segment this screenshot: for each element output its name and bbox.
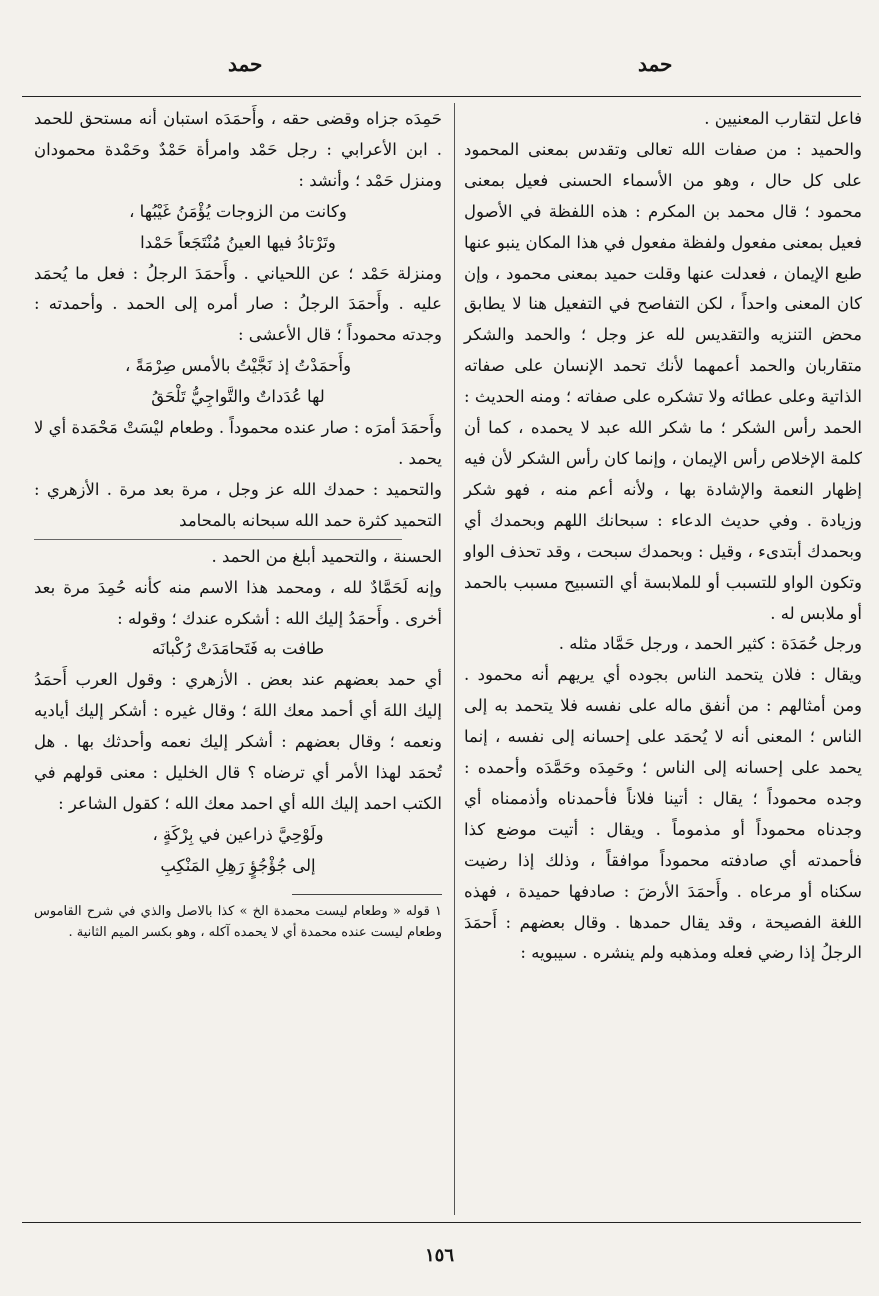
poem-4-line-2: إلى جُؤْجُؤٍ رَهِلِ المَنْكِبِ bbox=[160, 855, 316, 875]
poem-3-line-1: طافت به فَتَحامَدَتْ رُكْبانَه bbox=[151, 639, 325, 659]
left-para-7: أي حمد بعضهم عند بعض . الأزهري : وقول العرب أَحمَدُ إليك اللهَ أي أحمد معك اللهَ ؛ وقال غيره : أشكر إليك أياديه ونعمه ؛ وقال بعضهم : أشكر إليك نعمه وأحدثك بها . هل تُحمَد لهذا الأمر أي ترضاه ؟ قال الخليل : معنى قولهم في الكتب احمد إليك الله أي احمد معك الله ؛ كقول الشاعر : bbox=[34, 670, 442, 813]
poem-2-line-2: لها عُدَداتٌ والتَّواجِيُّ تَلْحَقُ bbox=[151, 387, 325, 407]
poem-2-line-1: وأَحمَدْتُ إذ نَجَّيْتُ بالأمس صِرْمَةً ، bbox=[124, 356, 352, 376]
inline-divider bbox=[34, 539, 402, 540]
footnote: ١ قوله « وطعام ليست محمدة الخ » كذا بالاصل والذي في شرح القاموس وطعام ليست عنده محمدة أي لا يحمده آكله ، وهو بكسر الميم الثانية . bbox=[34, 903, 442, 940]
left-para-1: حَمِدَه جزاه وقضى حقه ، وأَحمَدَه استبان أنه مستحق للحمد . ابن الأعرابي : رجل حَمْد وامرأة حَمْدٌ وحَمْدة محمودان ومنزل حَمْد ؛ وأنشد : bbox=[34, 109, 442, 190]
left-para-3: وأَحمَدَ أمرَه : صار عنده محموداً . وطعام ليْسَتْ مَحْمَدة أي لا يحمد . bbox=[34, 418, 442, 468]
right-para-1: فاعل لتقارب المعنيين . bbox=[704, 109, 862, 128]
right-para-3: ورجل حُمَدَة : كثير الحمد ، ورجل حَمَّاد مثله . bbox=[558, 634, 862, 654]
top-rule bbox=[22, 96, 861, 97]
left-para-4: والتحميد : حمدك الله عز وجل ، مرة بعد مرة . الأزهري : التحميد كثرة حمد الله سبحانه بالمحامد bbox=[34, 479, 442, 530]
column-divider bbox=[454, 103, 455, 1215]
right-para-2: والحميد : من صفات الله تعالى وتقدس بمعنى المحمود على كل حال ، وهو من الأسماء الحسنى فعيل بمعنى محمود ؛ قال محمد بن المكرم : هذه اللفظة في الأصول فعيل بمعنى مفعول ولفظة مفعول في هذا المكان ينبو عنها طبع الإيمان ، فعدلت عنها وقلت حميد بمعنى محمود ، وإن كان المعنى واحداً ، لكن التفاصح في التفعيل هنا لا يطابق محض التنزيه والتقديس لله عز وجل ؛ والحمد والشكر متقاربان والحمد أعمهما لأنك تحمد الإنسان على صفاته الذاتية وعلى عطائه ولا تشكره على صفاته ؛ ومنه الحديث : الحمد رأس الشكر ؛ ما شكر الله عبد لا يحمده ، كما أن كلمة الإخلاص رأس الإيمان ، وإنما كان رأس الشكر لأن فيه إظهار النعمة والإشادة بها ، ولأنه أعم منه ، فهو شكر وزيادة . وفي حديث الدعاء : سبحانك اللهم وبحمدك أي وبحمدك أبتدىء ، وقيل : وبحمدك سبحت ، وقد تحذف الواو وتكون الواو للتسبب أو للملابسة أي التسبيح مسبب بالحمد أو ملابس له . bbox=[464, 139, 862, 623]
right-column bbox=[464, 104, 862, 969]
header-word-left: حمد bbox=[228, 52, 263, 76]
page-number: ١٥٦ bbox=[424, 1245, 454, 1266]
poem-4-line-1: ولَوْحِيَّ ذراعين في بِرْكَةٍ ، bbox=[152, 824, 324, 844]
poem-1-line-1: وكانت من الزوجات يُؤْمَنُ غَيْبُها ، bbox=[129, 201, 347, 221]
bottom-rule bbox=[22, 1222, 861, 1223]
poem-1-line-2: وتَرْتادُ فيها العينُ مُنْتَجَعاً حَمْدا bbox=[140, 232, 336, 252]
header-word-right: حمد bbox=[638, 52, 673, 76]
left-para-2: ومنزلة حَمْد ؛ عن اللحياني . وأَحمَدَ الرجلُ : فعل ما يُحمَد عليه . وأَحمَدَ الرجلُ : صار أمره إلى الحمد . وأحمدته : وجدته محموداً ؛ قال الأعشى : bbox=[34, 263, 442, 345]
right-para-4: ويقال : فلان يتحمد الناس بجوده أي يريهم أنه محمود . ومن أمثالهم : من أنفق ماله على نفسه فلا يتحمد به إلى الناس ؛ المعنى أنه لا يُحمَد على إحسانه إلى نفسه ، إنما يحمد على إحسانه إلى الناس ؛ وحَمِدَه وحَمَّدَه وأحمده : وجده محموداً ؛ يقال : أتينا فلاناً فأحمدناه وأذممناه أي وجدناه محموداً أو مذموماً . ويقال : أتيت موضع كذا فأحمدته أي صادفته محموداً موافقاً ، وذلك إذا رضيت سكناه أو مرعاه . وأَحمَدَ الأرضَ : صادفها حميدة ، فهذه اللغة الفصيحة ، وقد يقال حمدها . وقال بعضهم : أَحمَدَ الرجلُ إذا رضي فعله ومذهبه ولم ينشره . سيبويه : bbox=[464, 665, 862, 963]
left-para-5: الحسنة ، والتحميد أبلغ من الحمد . bbox=[211, 546, 442, 566]
footnote-rule bbox=[292, 894, 442, 895]
left-column bbox=[34, 104, 442, 943]
left-para-6: وإنه لَحَمَّادٌ لله ، ومحمد هذا الاسم منه كأنه حُمِدَ مرة بعد أخرى . وأَحمَدُ إليك الله : أشكره عندك ؛ وقوله : bbox=[34, 577, 442, 628]
